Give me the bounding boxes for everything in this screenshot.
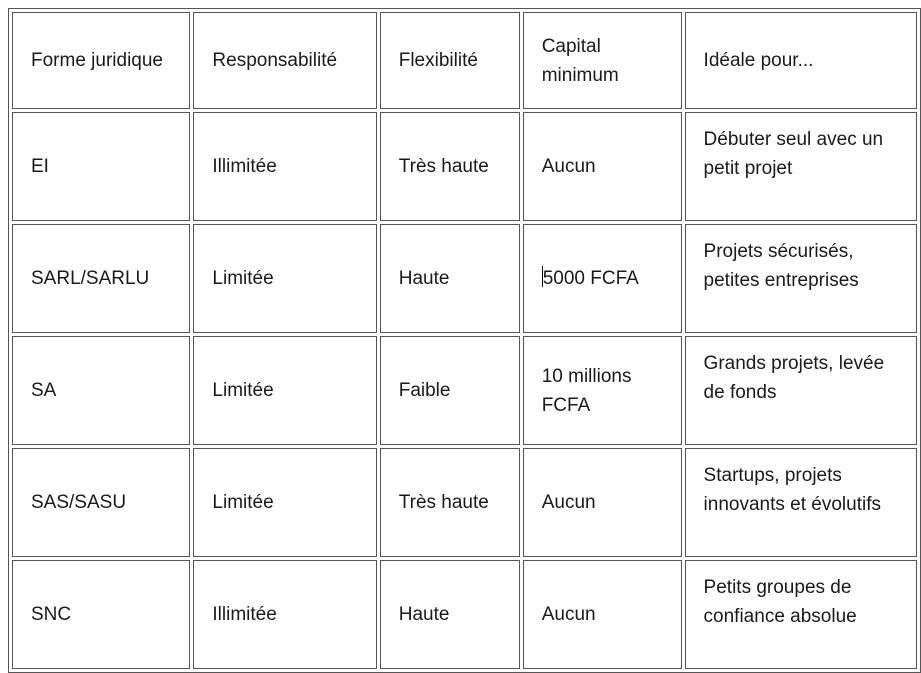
table-row <box>12 224 917 333</box>
cell-text: Illimitée <box>212 156 277 177</box>
cell-text: Très haute <box>398 156 489 177</box>
cell-text: Petits groupes de confiance absolue <box>703 577 857 627</box>
cell-capital[interactable] <box>523 448 682 557</box>
cell-text: 5000 FCFA <box>542 268 639 289</box>
cell-capital[interactable] <box>523 336 682 445</box>
cell-text: Faible <box>398 380 451 401</box>
cell-ideale[interactable] <box>685 112 917 221</box>
header-label: Flexibilité <box>398 50 478 71</box>
cell-responsabilite[interactable] <box>193 560 376 669</box>
legal-forms-table <box>8 8 921 673</box>
cell-ideale[interactable] <box>685 560 917 669</box>
cell-forme[interactable] <box>12 112 190 221</box>
table-row <box>12 336 917 445</box>
cell-text: Aucun <box>541 156 596 177</box>
cell-ideale[interactable] <box>685 336 917 445</box>
cell-flexibilite[interactable] <box>380 448 520 557</box>
table-row <box>12 112 917 221</box>
cell-text: 10 millions FCFA <box>541 365 632 416</box>
cell-responsabilite[interactable] <box>193 336 376 445</box>
cell-text: Haute <box>398 268 450 289</box>
cell-text: SNC <box>31 604 72 625</box>
header-cell-responsabilite[interactable] <box>193 12 376 109</box>
cell-flexibilite[interactable] <box>380 560 520 669</box>
cell-text: Limitée <box>212 492 274 513</box>
cell-flexibilite[interactable] <box>380 112 520 221</box>
header-label: Capital minimum <box>541 35 619 86</box>
table-row <box>12 448 917 557</box>
cell-text: SA <box>31 380 57 401</box>
cell-forme[interactable] <box>12 224 190 333</box>
cell-text: Aucun <box>541 492 596 513</box>
header-cell-ideale[interactable] <box>685 12 917 109</box>
cell-text: Limitée <box>212 268 274 289</box>
header-cell-forme[interactable] <box>12 12 190 109</box>
cell-responsabilite[interactable] <box>193 224 376 333</box>
header-cell-capital[interactable] <box>523 12 682 109</box>
table-header-row <box>12 12 917 109</box>
cell-text: Aucun <box>541 604 596 625</box>
cell-capital[interactable] <box>523 560 682 669</box>
cell-capital[interactable] <box>523 224 682 333</box>
cell-responsabilite[interactable] <box>193 448 376 557</box>
cell-text: Haute <box>398 604 450 625</box>
cell-text: Illimitée <box>212 604 277 625</box>
table-row <box>12 560 917 669</box>
cell-ideale[interactable] <box>685 224 917 333</box>
cell-text: EI <box>31 156 49 177</box>
cell-flexibilite[interactable] <box>380 224 520 333</box>
cell-capital[interactable] <box>523 112 682 221</box>
cell-flexibilite[interactable] <box>380 336 520 445</box>
cell-text: Débuter seul avec un petit projet <box>703 129 884 179</box>
cell-ideale[interactable] <box>685 448 917 557</box>
cell-text: Limitée <box>212 380 274 401</box>
cell-text: SAS/SASU <box>31 492 127 513</box>
header-label: Responsabilité <box>212 50 338 71</box>
header-label: Idéale pour... <box>703 50 814 71</box>
cell-text: Startups, projets innovants et évolutifs <box>703 465 881 515</box>
cell-forme[interactable] <box>12 560 190 669</box>
header-label: Forme juridique <box>31 50 163 71</box>
cell-text: SARL/SARLU <box>31 268 150 289</box>
cell-forme[interactable] <box>12 448 190 557</box>
header-cell-flexibilite[interactable] <box>380 12 520 109</box>
cell-text: Projets sécurisés, petites entreprises <box>703 241 859 291</box>
cell-text: Grands projets, levée de fonds <box>703 353 885 403</box>
cell-text: Très haute <box>398 492 489 513</box>
cell-forme[interactable] <box>12 336 190 445</box>
cell-responsabilite[interactable] <box>193 112 376 221</box>
